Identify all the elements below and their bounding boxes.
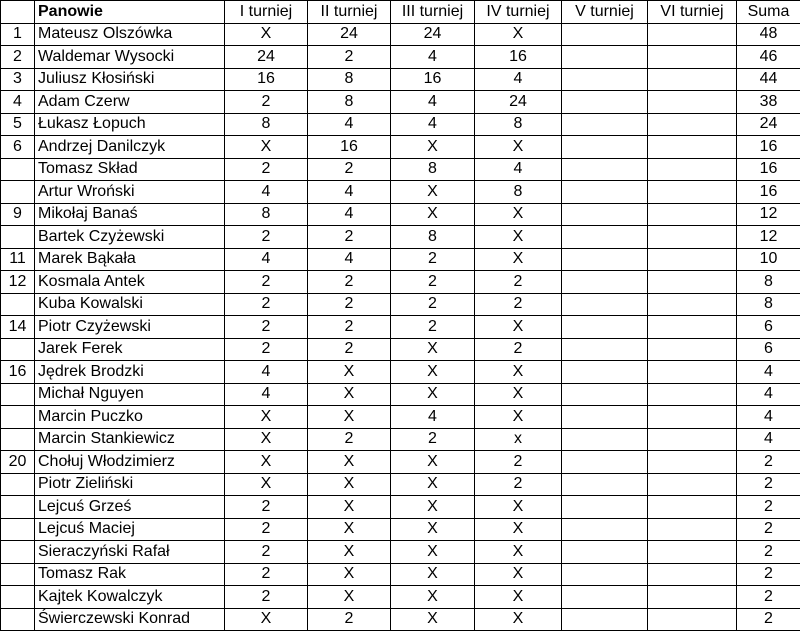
tournament-1-score-cell: 2 (225, 293, 308, 316)
player-name-cell: Marcin Stankiewicz (35, 428, 225, 451)
tournament-1-score-cell: 24 (225, 46, 308, 69)
tournament-6-score-cell (648, 91, 737, 114)
tournament-1-score-cell: 2 (225, 338, 308, 361)
table-row (1, 338, 800, 361)
tournament-2-score-cell: X (308, 383, 391, 406)
tournament-3-score-cell: X (391, 518, 475, 541)
tournament-5-score-cell (562, 473, 648, 496)
sum-cell: 10 (737, 248, 800, 271)
rank-cell: 2 (1, 46, 35, 69)
tournament-4-score-cell: X (475, 518, 562, 541)
sum-cell: 4 (737, 383, 800, 406)
tournament-2-score-cell: 2 (308, 608, 391, 631)
tournament-4-score-cell: X (475, 541, 562, 564)
tournament-4-score-cell: 24 (475, 91, 562, 114)
tournament-5-score-cell (562, 496, 648, 519)
tournament-1-score-cell: 2 (225, 496, 308, 519)
tournament-4-score-cell: x (475, 428, 562, 451)
tournament-3-score-cell: X (391, 203, 475, 226)
table-row (1, 586, 800, 609)
sum-cell: 4 (737, 361, 800, 384)
tournament-2-score-cell: 2 (308, 316, 391, 339)
tournament-6-score-cell (648, 541, 737, 564)
rank-cell: 9 (1, 203, 35, 226)
sum-cell: 48 (737, 23, 800, 46)
tournament-3-score-cell: X (391, 586, 475, 609)
tournament-5-score-cell (562, 203, 648, 226)
tournament-2-score-cell: 4 (308, 203, 391, 226)
sum-cell: 2 (737, 451, 800, 474)
sum-cell: 2 (737, 518, 800, 541)
tournament-1-score-cell: 16 (225, 68, 308, 91)
tournament-3-score-cell: 2 (391, 271, 475, 294)
tournament-5-score-cell (562, 406, 648, 429)
player-name-cell: Tomasz Rak (35, 563, 225, 586)
tournament-5-score-cell (562, 248, 648, 271)
header-tournament-2: II turniej (308, 1, 391, 24)
tournament-5-score-cell (562, 136, 648, 159)
tournament-2-score-cell: 16 (308, 136, 391, 159)
tournament-2-score-cell: X (308, 541, 391, 564)
rank-cell: 6 (1, 136, 35, 159)
rank-cell (1, 338, 35, 361)
player-name-cell: Świerczewski Konrad (35, 608, 225, 631)
header-name: Panowie (35, 1, 225, 24)
rank-cell: 5 (1, 113, 35, 136)
sum-cell: 46 (737, 46, 800, 69)
tournament-4-score-cell: 8 (475, 113, 562, 136)
tournament-2-score-cell: X (308, 406, 391, 429)
tournament-4-score-cell: 2 (475, 338, 562, 361)
tournament-5-score-cell (562, 428, 648, 451)
tournament-2-score-cell: 2 (308, 293, 391, 316)
tournament-4-score-cell: X (475, 23, 562, 46)
tournament-1-score-cell: 2 (225, 226, 308, 249)
rank-cell (1, 293, 35, 316)
table-row (1, 383, 800, 406)
tournament-2-score-cell: 4 (308, 248, 391, 271)
tournament-5-score-cell (562, 586, 648, 609)
rank-cell (1, 181, 35, 204)
tournament-1-score-cell: 2 (225, 518, 308, 541)
tournament-4-score-cell: X (475, 406, 562, 429)
table-row (1, 248, 800, 271)
player-name-cell: Juliusz Kłosiński (35, 68, 225, 91)
rank-cell: 3 (1, 68, 35, 91)
table-row (1, 293, 800, 316)
tournament-1-score-cell: X (225, 608, 308, 631)
tournament-3-score-cell: 2 (391, 316, 475, 339)
tournament-6-score-cell (648, 181, 737, 204)
tournament-2-score-cell: 8 (308, 68, 391, 91)
player-name-cell: Andrzej Danilczyk (35, 136, 225, 159)
tournament-2-score-cell: 2 (308, 158, 391, 181)
player-name-cell: Piotr Zieliński (35, 473, 225, 496)
tournament-5-score-cell (562, 361, 648, 384)
tournament-5-score-cell (562, 541, 648, 564)
tournament-6-score-cell (648, 248, 737, 271)
rank-cell (1, 541, 35, 564)
tournament-4-score-cell: 2 (475, 271, 562, 294)
sum-cell: 44 (737, 68, 800, 91)
tournament-6-score-cell (648, 586, 737, 609)
tournament-5-score-cell (562, 563, 648, 586)
tournament-5-score-cell (562, 383, 648, 406)
table-row (1, 496, 800, 519)
player-name-cell: Marcin Puczko (35, 406, 225, 429)
tournament-2-score-cell: X (308, 473, 391, 496)
tournament-4-score-cell: X (475, 383, 562, 406)
tournament-3-score-cell: 4 (391, 46, 475, 69)
tournament-4-score-cell: X (475, 496, 562, 519)
table-row (1, 541, 800, 564)
rank-cell: 14 (1, 316, 35, 339)
tournament-1-score-cell: 2 (225, 158, 308, 181)
table-row (1, 203, 800, 226)
tournament-2-score-cell: X (308, 586, 391, 609)
tournament-6-score-cell (648, 608, 737, 631)
table-row (1, 113, 800, 136)
tournament-2-score-cell: 4 (308, 113, 391, 136)
tournament-5-score-cell (562, 68, 648, 91)
rank-cell (1, 406, 35, 429)
tournament-3-score-cell: 4 (391, 91, 475, 114)
tournament-4-score-cell: 2 (475, 293, 562, 316)
tournament-6-score-cell (648, 158, 737, 181)
table-row (1, 563, 800, 586)
tournament-5-score-cell (562, 518, 648, 541)
player-name-cell: Jarek Ferek (35, 338, 225, 361)
tournament-6-score-cell (648, 361, 737, 384)
tournament-3-score-cell: X (391, 451, 475, 474)
rank-cell (1, 586, 35, 609)
player-name-cell: Adam Czerw (35, 91, 225, 114)
tournament-5-score-cell (562, 226, 648, 249)
player-name-cell: Piotr Czyżewski (35, 316, 225, 339)
sum-cell: 6 (737, 316, 800, 339)
sum-cell: 24 (737, 113, 800, 136)
rank-cell (1, 608, 35, 631)
tournament-1-score-cell: 2 (225, 586, 308, 609)
player-name-cell: Chołuj Włodzimierz (35, 451, 225, 474)
tournament-4-score-cell: 8 (475, 181, 562, 204)
tournament-5-score-cell (562, 158, 648, 181)
tournament-6-score-cell (648, 203, 737, 226)
tournament-5-score-cell (562, 113, 648, 136)
player-name-cell: Łukasz Łopuch (35, 113, 225, 136)
tournament-3-score-cell: X (391, 541, 475, 564)
tournament-3-score-cell: 8 (391, 158, 475, 181)
player-name-cell: Mateusz Olszówka (35, 23, 225, 46)
tournament-2-score-cell: 2 (308, 338, 391, 361)
tournament-1-score-cell: 2 (225, 91, 308, 114)
table-row (1, 428, 800, 451)
player-name-cell: Artur Wroński (35, 181, 225, 204)
header-rank (1, 1, 35, 24)
tournament-1-score-cell: X (225, 451, 308, 474)
rank-cell (1, 383, 35, 406)
player-name-cell: Michał Nguyen (35, 383, 225, 406)
sum-cell: 16 (737, 136, 800, 159)
tournament-6-score-cell (648, 136, 737, 159)
tournament-6-score-cell (648, 473, 737, 496)
tournament-6-score-cell (648, 338, 737, 361)
table-row (1, 271, 800, 294)
tournament-3-score-cell: 2 (391, 248, 475, 271)
tournament-2-score-cell: X (308, 518, 391, 541)
tournament-1-score-cell: 4 (225, 181, 308, 204)
tournament-3-score-cell: X (391, 563, 475, 586)
tournament-3-score-cell: 4 (391, 113, 475, 136)
tournament-6-score-cell (648, 316, 737, 339)
tournament-1-score-cell: 2 (225, 563, 308, 586)
tournament-5-score-cell (562, 608, 648, 631)
table-row (1, 361, 800, 384)
table-row (1, 46, 800, 69)
player-name-cell: Lejcuś Maciej (35, 518, 225, 541)
tournament-6-score-cell (648, 68, 737, 91)
tournament-1-score-cell: X (225, 406, 308, 429)
sum-cell: 4 (737, 428, 800, 451)
tournament-6-score-cell (648, 113, 737, 136)
sum-cell: 2 (737, 608, 800, 631)
tournament-1-score-cell: 4 (225, 248, 308, 271)
table-row (1, 608, 800, 631)
rank-cell (1, 496, 35, 519)
tournament-1-score-cell: X (225, 23, 308, 46)
tournament-2-score-cell: 2 (308, 271, 391, 294)
tournament-3-score-cell: X (391, 608, 475, 631)
sum-cell: 16 (737, 181, 800, 204)
player-name-cell: Bartek Czyżewski (35, 226, 225, 249)
tournament-5-score-cell (562, 451, 648, 474)
tournament-1-score-cell: 4 (225, 383, 308, 406)
tournament-4-score-cell: X (475, 136, 562, 159)
tournament-3-score-cell: X (391, 136, 475, 159)
tournament-3-score-cell: X (391, 383, 475, 406)
sum-cell: 8 (737, 293, 800, 316)
header-row (1, 1, 800, 24)
tournament-4-score-cell: X (475, 361, 562, 384)
header-tournament-4: IV turniej (475, 1, 562, 24)
sum-cell: 2 (737, 496, 800, 519)
table-row (1, 406, 800, 429)
rank-cell: 12 (1, 271, 35, 294)
player-name-cell: Kosmala Antek (35, 271, 225, 294)
tournament-4-score-cell: 4 (475, 68, 562, 91)
tournament-3-score-cell: X (391, 181, 475, 204)
sum-cell: 2 (737, 541, 800, 564)
tournament-4-score-cell: 4 (475, 158, 562, 181)
tournament-4-score-cell: X (475, 203, 562, 226)
tournament-2-score-cell: 24 (308, 23, 391, 46)
rank-cell (1, 226, 35, 249)
sum-cell: 8 (737, 271, 800, 294)
table-row (1, 91, 800, 114)
tournament-4-score-cell: X (475, 608, 562, 631)
tournament-3-score-cell: X (391, 361, 475, 384)
sum-cell: 2 (737, 473, 800, 496)
sum-cell: 4 (737, 406, 800, 429)
tournament-3-score-cell: X (391, 473, 475, 496)
table-row (1, 158, 800, 181)
table-row (1, 451, 800, 474)
header-tournament-1: I turniej (225, 1, 308, 24)
player-name-cell: Tomasz Skład (35, 158, 225, 181)
tournament-2-score-cell: X (308, 563, 391, 586)
tournament-4-score-cell: X (475, 226, 562, 249)
tournament-4-score-cell: 2 (475, 473, 562, 496)
tournament-3-score-cell: 24 (391, 23, 475, 46)
tournament-6-score-cell (648, 46, 737, 69)
tournament-2-score-cell: 2 (308, 428, 391, 451)
player-name-cell: Waldemar Wysocki (35, 46, 225, 69)
sum-cell: 12 (737, 226, 800, 249)
rank-cell: 1 (1, 23, 35, 46)
table-body (1, 23, 800, 631)
table-row (1, 68, 800, 91)
tournament-6-score-cell (648, 226, 737, 249)
rank-cell (1, 473, 35, 496)
tournament-2-score-cell: 8 (308, 91, 391, 114)
tournament-1-score-cell: 8 (225, 113, 308, 136)
tournament-6-score-cell (648, 293, 737, 316)
tournament-5-score-cell (562, 181, 648, 204)
tournament-6-score-cell (648, 518, 737, 541)
tournament-1-score-cell: 2 (225, 316, 308, 339)
table-row (1, 181, 800, 204)
tournament-4-score-cell: X (475, 248, 562, 271)
player-name-cell: Marek Bąkała (35, 248, 225, 271)
tournament-3-score-cell: X (391, 496, 475, 519)
tournament-3-score-cell: 8 (391, 226, 475, 249)
sum-cell: 2 (737, 563, 800, 586)
tournament-1-score-cell: X (225, 136, 308, 159)
tournament-3-score-cell: 4 (391, 406, 475, 429)
table-row (1, 473, 800, 496)
tournament-6-score-cell (648, 383, 737, 406)
tournament-6-score-cell (648, 451, 737, 474)
tournament-4-score-cell: 2 (475, 451, 562, 474)
tournament-3-score-cell: 2 (391, 428, 475, 451)
table-row (1, 23, 800, 46)
sum-cell: 6 (737, 338, 800, 361)
tournament-5-score-cell (562, 23, 648, 46)
sum-cell: 12 (737, 203, 800, 226)
table-row (1, 518, 800, 541)
rank-cell: 16 (1, 361, 35, 384)
tournament-2-score-cell: 2 (308, 46, 391, 69)
tournament-1-score-cell: 8 (225, 203, 308, 226)
rank-cell (1, 428, 35, 451)
tournament-1-score-cell: X (225, 473, 308, 496)
tournament-2-score-cell: 2 (308, 226, 391, 249)
rank-cell: 20 (1, 451, 35, 474)
tournament-3-score-cell: 2 (391, 293, 475, 316)
table-row (1, 226, 800, 249)
tournament-5-score-cell (562, 271, 648, 294)
tournament-6-score-cell (648, 428, 737, 451)
tournament-4-score-cell: X (475, 563, 562, 586)
tournament-5-score-cell (562, 316, 648, 339)
tournament-6-score-cell (648, 23, 737, 46)
tournament-1-score-cell: X (225, 428, 308, 451)
player-name-cell: Lejcuś Grześ (35, 496, 225, 519)
sum-cell: 2 (737, 586, 800, 609)
tournament-5-score-cell (562, 46, 648, 69)
player-name-cell: Kuba Kowalski (35, 293, 225, 316)
rank-cell (1, 563, 35, 586)
table-row (1, 316, 800, 339)
header-tournament-5: V turniej (562, 1, 648, 24)
tournament-6-score-cell (648, 563, 737, 586)
tournament-2-score-cell: 4 (308, 181, 391, 204)
tournament-1-score-cell: 2 (225, 541, 308, 564)
header-tournament-3: III turniej (391, 1, 475, 24)
tournament-1-score-cell: 2 (225, 271, 308, 294)
rank-cell (1, 518, 35, 541)
player-name-cell: Jędrek Brodzki (35, 361, 225, 384)
table-row (1, 136, 800, 159)
tournament-5-score-cell (562, 293, 648, 316)
player-name-cell: Mikołaj Banaś (35, 203, 225, 226)
rank-cell: 4 (1, 91, 35, 114)
header-tournament-6: VI turniej (648, 1, 737, 24)
tournament-2-score-cell: X (308, 496, 391, 519)
tournament-2-score-cell: X (308, 451, 391, 474)
tournament-2-score-cell: X (308, 361, 391, 384)
tournament-4-score-cell: X (475, 586, 562, 609)
sum-cell: 16 (737, 158, 800, 181)
tournament-3-score-cell: 16 (391, 68, 475, 91)
rank-cell: 11 (1, 248, 35, 271)
header-sum: Suma (737, 1, 800, 24)
player-name-cell: Sieraczyński Rafał (35, 541, 225, 564)
tournament-4-score-cell: X (475, 316, 562, 339)
tournament-6-score-cell (648, 496, 737, 519)
tournament-5-score-cell (562, 91, 648, 114)
rank-cell (1, 158, 35, 181)
tournament-6-score-cell (648, 406, 737, 429)
sum-cell: 38 (737, 91, 800, 114)
tournament-6-score-cell (648, 271, 737, 294)
tournament-4-score-cell: 16 (475, 46, 562, 69)
tournament-5-score-cell (562, 338, 648, 361)
player-name-cell: Kajtek Kowalczyk (35, 586, 225, 609)
tournament-1-score-cell: 4 (225, 361, 308, 384)
tournament-3-score-cell: X (391, 338, 475, 361)
